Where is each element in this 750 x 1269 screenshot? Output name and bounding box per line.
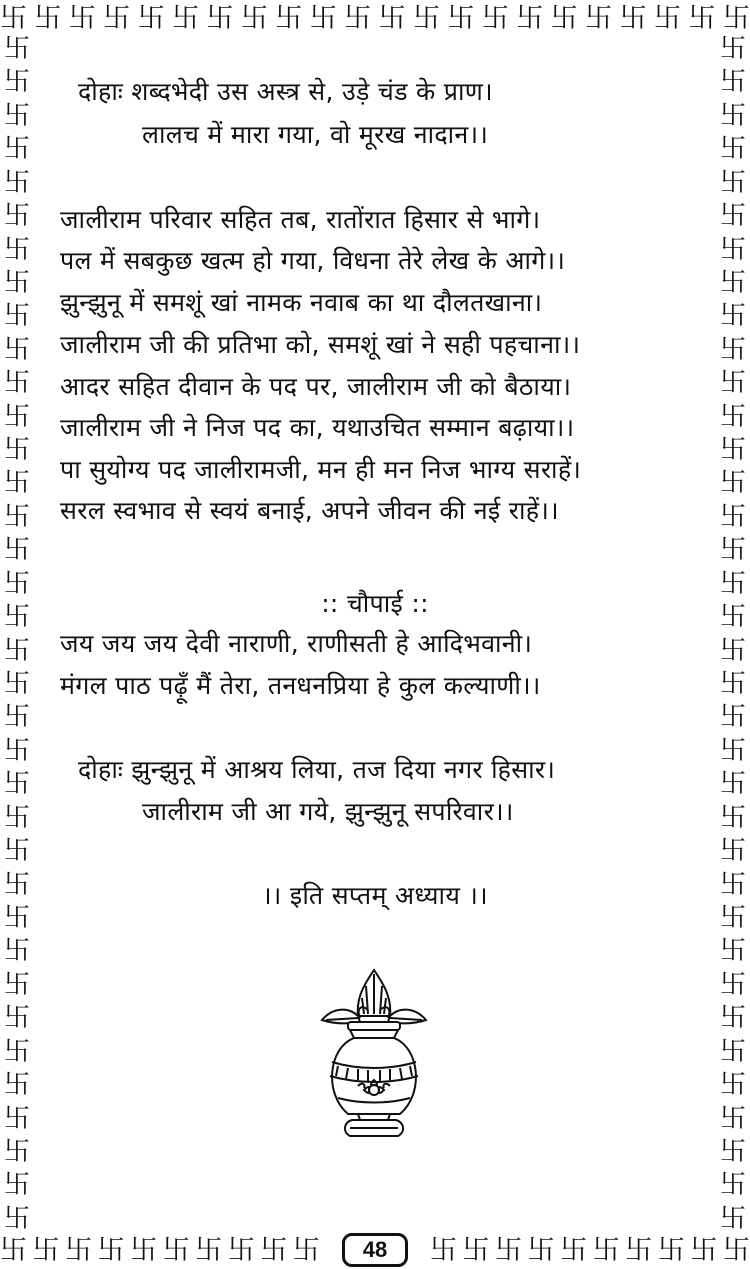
verse-line: जालीराम जी की प्रतिभा को, समशूं खां ने सही पहचाना।।	[60, 330, 581, 359]
chaupai-heading: :: चौपाई ::	[321, 589, 429, 618]
border-swastika-icon: 卐	[275, 2, 303, 34]
verse-line: पल में सबकुछ खत्म हो गया, विधना तेरे लेख के आगे।।	[60, 246, 566, 275]
border-swastika-icon: 卐	[260, 1234, 288, 1266]
border-swastika-icon: 卐	[172, 2, 200, 34]
doha-1-text-1: शब्दभेदी उस अस्त्र से, उड़े चंड के प्राण।	[131, 77, 493, 106]
border-swastika-icon: 卐	[719, 969, 746, 1000]
border-swastika-icon: 卐	[3, 67, 30, 98]
border-swastika-icon: 卐	[719, 635, 746, 666]
border-swastika-icon: 卐	[722, 2, 750, 34]
border-swastika-icon: 卐	[309, 2, 337, 34]
border-swastika-icon: 卐	[162, 1234, 190, 1266]
border-swastika-icon: 卐	[3, 267, 30, 298]
border-swastika-icon: 卐	[719, 100, 746, 131]
border-swastika-icon: 卐	[195, 1234, 223, 1266]
border-swastika-icon: 卐	[447, 2, 475, 34]
border-swastika-icon: 卐	[719, 468, 746, 499]
border-swastika-icon: 卐	[3, 167, 30, 198]
border-swastika-icon: 卐	[3, 301, 30, 332]
border-swastika-icon: 卐	[481, 2, 509, 34]
border-swastika-icon: 卐	[3, 36, 30, 64]
border-swastika-icon: 卐	[0, 2, 27, 34]
verse-line: झुन्झुनू में समशूं खां नामक नवाब का था दौलतखाना।	[60, 288, 543, 317]
border-swastika-icon: 卐	[719, 501, 746, 532]
border-swastika-icon: 卐	[719, 67, 746, 98]
border-swastika-icon: 卐	[3, 501, 30, 532]
border-swastika-icon: 卐	[690, 1234, 718, 1266]
chaupai-line-1: जय जय जय देवी नाराणी, राणीसती हे आदिभवानी।	[60, 629, 533, 658]
border-swastika-icon: 卐	[3, 1136, 30, 1167]
doha-1-line-1	[78, 74, 493, 108]
border-swastika-icon: 卐	[137, 2, 165, 34]
border-swastika-icon: 卐	[719, 201, 746, 232]
border-swastika-icon: 卐	[292, 1234, 320, 1266]
border-swastika-icon: 卐	[719, 669, 746, 700]
verse-line: आदर सहित दीवान के पद पर, जालीराम जी को बैठाया।	[60, 372, 572, 401]
border-swastika-icon: 卐	[130, 1234, 158, 1266]
border-swastika-icon: 卐	[719, 869, 746, 900]
border-swastika-icon: 卐	[34, 2, 62, 34]
border-swastika-icon: 卐	[688, 2, 716, 34]
border-swastika-icon: 卐	[3, 334, 30, 365]
border-swastika-icon: 卐	[3, 802, 30, 833]
chapter-closing: ।। इति सप्तम् अध्याय ।।	[262, 881, 488, 910]
border-swastika-icon: 卐	[3, 902, 30, 933]
doha-1-label: दोहाः	[78, 77, 124, 106]
border-swastika-icon: 卐	[413, 2, 441, 34]
doha-2-text-1: झुन्झुनू में आश्रय लिया, तज दिया नगर हिसार।	[131, 755, 556, 784]
border-swastika-icon: 卐	[719, 902, 746, 933]
border-swastika-icon: 卐	[719, 1036, 746, 1067]
border-swastika-icon: 卐	[654, 2, 682, 34]
border-swastika-icon: 卐	[516, 2, 544, 34]
border-swastika-icon: 卐	[3, 869, 30, 900]
border-swastika-icon: 卐	[3, 669, 30, 700]
border-swastika-icon: 卐	[3, 234, 30, 265]
border-swastika-icon: 卐	[719, 769, 746, 800]
border-swastika-icon: 卐	[3, 1103, 30, 1134]
bottom-border	[0, 1232, 750, 1268]
border-swastika-icon: 卐	[462, 1234, 490, 1266]
border-swastika-icon: 卐	[3, 635, 30, 666]
border-swastika-icon: 卐	[722, 1234, 750, 1266]
border-swastika-icon: 卐	[719, 36, 746, 64]
border-swastika-icon: 卐	[3, 769, 30, 800]
kalash-icon	[318, 966, 430, 1142]
border-swastika-icon: 卐	[378, 2, 406, 34]
border-swastika-icon: 卐	[719, 1170, 746, 1201]
border-swastika-icon: 卐	[719, 1103, 746, 1134]
border-swastika-icon: 卐	[0, 1234, 27, 1266]
border-swastika-icon: 卐	[3, 1003, 30, 1034]
border-swastika-icon: 卐	[657, 1234, 685, 1266]
border-swastika-icon: 卐	[550, 2, 578, 34]
border-swastika-icon: 卐	[32, 1234, 60, 1266]
border-swastika-icon: 卐	[206, 2, 234, 34]
border-swastika-icon: 卐	[592, 1234, 620, 1266]
border-swastika-icon: 卐	[3, 969, 30, 1000]
border-swastika-icon: 卐	[3, 100, 30, 131]
doha-2-label: दोहाः	[78, 755, 124, 784]
border-swastika-icon: 卐	[3, 1036, 30, 1067]
border-swastika-icon: 卐	[619, 2, 647, 34]
border-swastika-icon: 卐	[719, 702, 746, 733]
bottom-border-left	[0, 1234, 320, 1266]
border-swastika-icon: 卐	[719, 535, 746, 566]
border-swastika-icon: 卐	[3, 468, 30, 499]
border-swastika-icon: 卐	[3, 1070, 30, 1101]
border-swastika-icon: 卐	[430, 1234, 457, 1266]
border-swastika-icon: 卐	[719, 735, 746, 766]
border-swastika-icon: 卐	[719, 435, 746, 466]
top-border	[0, 0, 750, 36]
border-swastika-icon: 卐	[719, 1136, 746, 1167]
border-swastika-icon: 卐	[719, 134, 746, 165]
border-swastika-icon: 卐	[585, 2, 613, 34]
border-swastika-icon: 卐	[3, 201, 30, 232]
border-swastika-icon: 卐	[719, 368, 746, 399]
border-swastika-icon: 卐	[719, 167, 746, 198]
left-border	[0, 36, 34, 1232]
border-swastika-icon: 卐	[527, 1234, 555, 1266]
doha-2-line-1	[78, 752, 555, 786]
border-swastika-icon: 卐	[625, 1234, 653, 1266]
border-swastika-icon: 卐	[3, 602, 30, 633]
border-swastika-icon: 卐	[719, 267, 746, 298]
border-swastika-icon: 卐	[3, 702, 30, 733]
page-number: 48	[342, 1233, 408, 1267]
border-swastika-icon: 卐	[3, 568, 30, 599]
border-swastika-icon: 卐	[68, 2, 96, 34]
chaupai-line-2: मंगल पाठ पढ़ूँ मैं तेरा, तनधनप्रिया हे कुल कल्याणी।।	[60, 671, 541, 700]
border-swastika-icon: 卐	[719, 1203, 746, 1232]
border-swastika-icon: 卐	[719, 836, 746, 867]
border-swastika-icon: 卐	[719, 401, 746, 432]
border-swastika-icon: 卐	[560, 1234, 588, 1266]
border-swastika-icon: 卐	[719, 1070, 746, 1101]
border-swastika-icon: 卐	[3, 936, 30, 967]
border-swastika-icon: 卐	[719, 936, 746, 967]
border-swastika-icon: 卐	[719, 802, 746, 833]
border-swastika-icon: 卐	[719, 1003, 746, 1034]
border-swastika-icon: 卐	[719, 234, 746, 265]
border-swastika-icon: 卐	[344, 2, 372, 34]
border-swastika-icon: 卐	[719, 602, 746, 633]
border-swastika-icon: 卐	[495, 1234, 523, 1266]
border-swastika-icon: 卐	[3, 535, 30, 566]
border-swastika-icon: 卐	[240, 2, 268, 34]
border-swastika-icon: 卐	[719, 568, 746, 599]
border-swastika-icon: 卐	[227, 1234, 255, 1266]
border-swastika-icon: 卐	[3, 836, 30, 867]
border-swastika-icon: 卐	[103, 2, 131, 34]
verse-line: पा सुयोग्य पद जालीरामजी, मन ही मन निज भाग्य सराहें।	[60, 455, 582, 484]
border-swastika-icon: 卐	[3, 1170, 30, 1201]
verse-line: जालीराम जी ने निज पद का, यथाउचित सम्मान बढ़ाया।।	[60, 413, 575, 442]
border-swastika-icon: 卐	[719, 301, 746, 332]
border-swastika-icon: 卐	[3, 735, 30, 766]
border-swastika-icon: 卐	[3, 368, 30, 399]
border-swastika-icon: 卐	[3, 401, 30, 432]
border-swastika-icon: 卐	[3, 1203, 30, 1232]
right-border	[716, 36, 750, 1232]
border-swastika-icon: 卐	[3, 435, 30, 466]
doha-1-line-2: लालच में मारा गया, वो मूरख नादान।।	[142, 120, 489, 149]
verse-line: सरल स्वभाव से स्वयं बनाई, अपने जीवन की नई राहें।।	[60, 496, 559, 525]
bottom-border-right	[430, 1234, 750, 1266]
border-swastika-icon: 卐	[97, 1234, 125, 1266]
border-swastika-icon: 卐	[719, 334, 746, 365]
verse-line: जालीराम परिवार सहित तब, रातोंरात हिसार से भागे।	[60, 205, 541, 234]
border-swastika-icon: 卐	[65, 1234, 93, 1266]
doha-2-line-2: जालीराम जी आ गये, झुन्झुनू सपरिवार।।	[142, 797, 514, 826]
border-swastika-icon: 卐	[3, 134, 30, 165]
